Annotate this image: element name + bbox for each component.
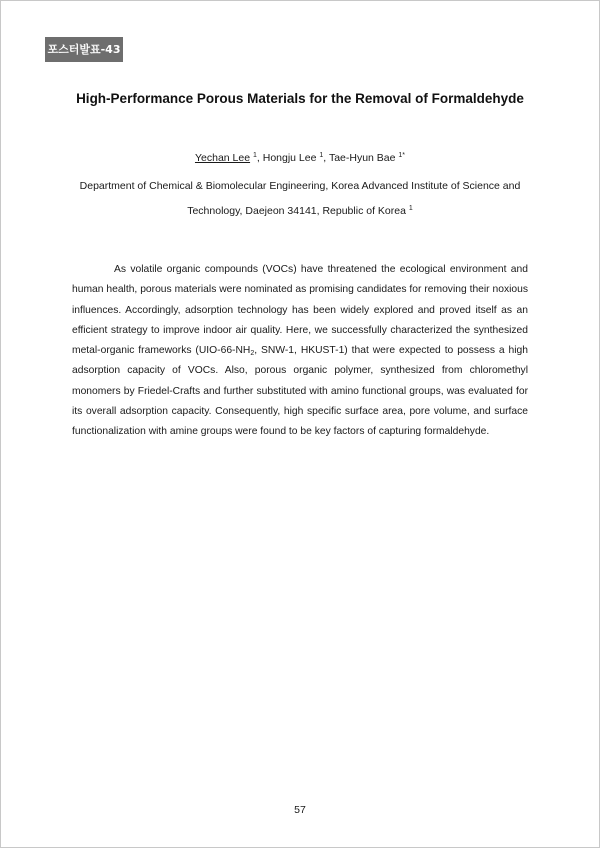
author-line	[0, 152, 600, 164]
session-badge: 포스터발표-43	[45, 37, 123, 62]
page-number: 57	[294, 804, 306, 816]
author-name: Hongju Lee	[262, 152, 317, 164]
author-affiliation-mark: 1	[319, 152, 324, 159]
paper-title: High-Performance Porous Materials for the Removal of Formaldehyde	[76, 91, 524, 106]
abstract	[72, 260, 528, 443]
affiliation-mark: 1	[408, 205, 413, 212]
author-separator: ,	[256, 152, 263, 164]
author-separator: ,	[323, 152, 329, 164]
author-affiliation-mark: 1	[252, 152, 257, 159]
affiliation-text: Technology, Daejeon 34141, Republic of Korea	[187, 205, 406, 217]
abstract-subscript: 2	[250, 350, 255, 358]
affiliation-line-1: Department of Chemical & Biomolecular Engineering, Korea Advanced Institute of Science and	[79, 180, 521, 192]
author-name: Tae-Hyun Bae	[328, 152, 396, 164]
author-name: Yechan Lee	[194, 152, 251, 164]
affiliation-line-2	[60, 205, 540, 217]
abstract-text-part-2: , SNW-1, HKUST-1) that were expected to possess a high adsorption capacity of VOCs. Also, porous organic polymer, synthesized from chloromethyl monomers by Friedel-Crafts and further substituted with amino functional groups, was evaluated for its overall adsorption capacity. Consequently, high specific surface area, pore volume, and surface functionalization with amine groups were found to be key factors of capturing formaldehyde.	[72, 345, 529, 438]
abstract-text-part-1: As volatile organic compounds (VOCs) have threatened the ecological environment and human health, porous materials were nominated as promising candidates for removing their noxious influences. Accordingly, adsorption technology has been widely explored and proved itself as an efficient strategy to improve indoor air quality. Here, we successfully characterized the synthesized metal-organic frameworks (UIO-66-NH	[72, 264, 528, 357]
abstract-paragraph	[72, 260, 528, 443]
author-affiliation-mark: 1*	[398, 152, 406, 159]
